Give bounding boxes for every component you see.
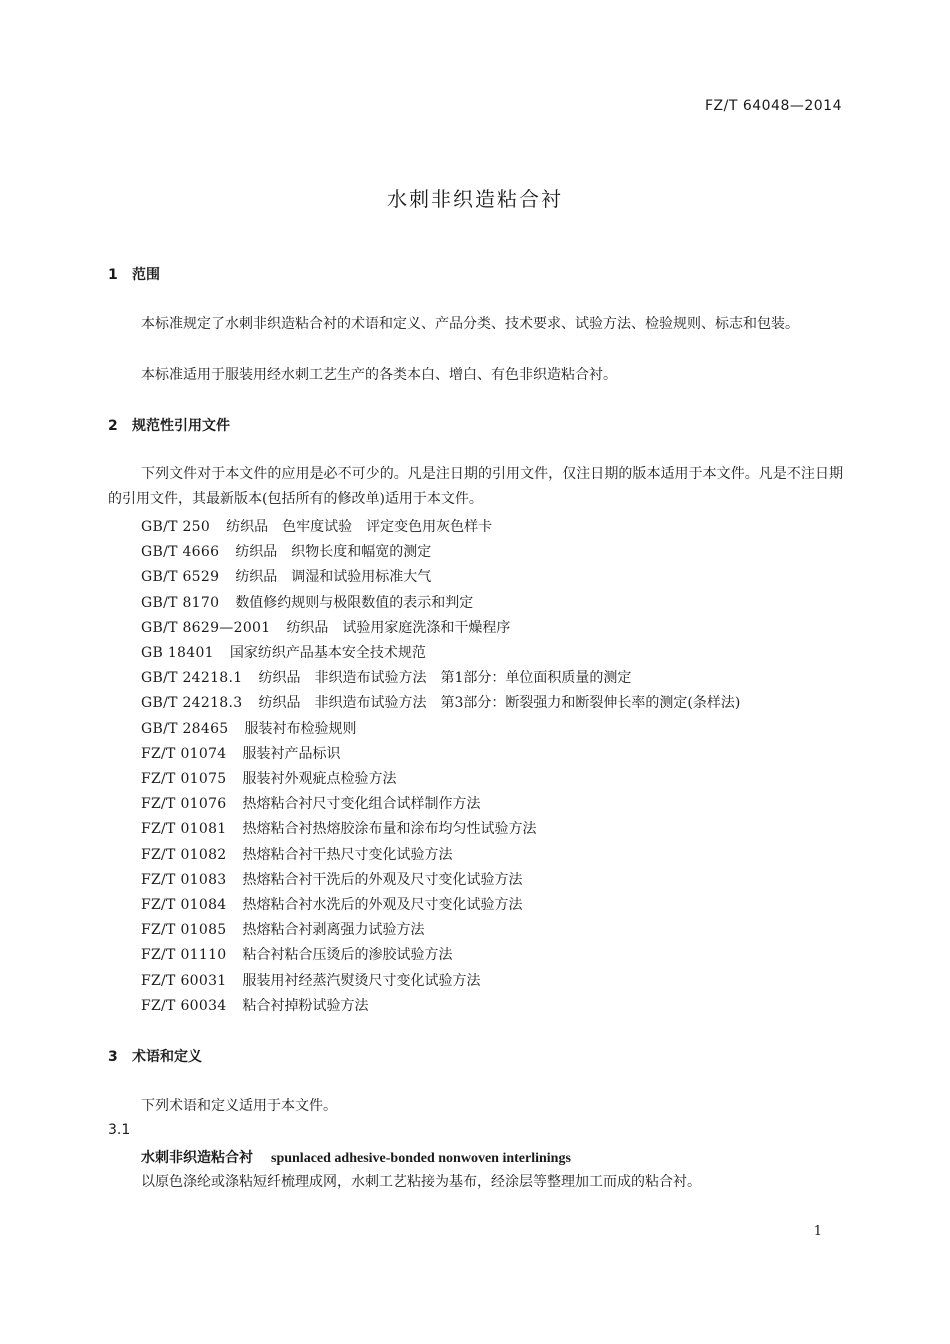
- reference-title: 热熔粘合衬干洗后的外观及尺寸变化试验方法: [242, 871, 523, 888]
- section-number: 3: [108, 1049, 118, 1065]
- reference-code: FZ/T 01076: [141, 796, 227, 813]
- term-english: spunlaced adhesive-bonded nonwoven interlinings: [271, 1151, 571, 1166]
- section-1-paragraph-1: 本标准规定了水刺非织造粘合衬的术语和定义、产品分类、技术要求、试验方法、检验规则、标志和包装。: [141, 316, 799, 332]
- reference-title: 纺织品 织物长度和幅宽的测定: [235, 544, 432, 561]
- reference-title: 纺织品 色牢度试验 评定变色用灰色样卡: [226, 519, 493, 535]
- reference-code: FZ/T 01082: [141, 846, 227, 863]
- reference-item: [141, 893, 522, 918]
- reference-item: [141, 666, 631, 691]
- section-2-paragraph-1: 下列文件对于本文件的应用是必不可少的。凡是注日期的引用文件，仅注日期的版本适用于本文件。凡是不注日期的引用文件，其最新版本(包括所有的修改单)适用于本文件。: [108, 466, 843, 507]
- clause-number: 3.1: [108, 1122, 131, 1138]
- section-title: 范围: [132, 267, 160, 283]
- reference-title: 热熔粘合衬剥离强力试验方法: [242, 922, 425, 939]
- reference-title: 服装衬产品标识: [242, 745, 341, 762]
- reference-item: [141, 767, 396, 792]
- reference-code: GB/T 8170: [141, 594, 220, 611]
- reference-item: [141, 515, 492, 540]
- standard-code: FZ/T 64048—2014: [704, 98, 842, 114]
- reference-title: 粘合衬掉粉试验方法: [242, 997, 369, 1014]
- term-definition: 以原色涤纶或涤粘短纤梳理成网，水刺工艺粘接为基布，经涂层等整理加工而成的粘合衬。: [141, 1174, 701, 1190]
- section-title: 术语和定义: [132, 1049, 202, 1065]
- reference-item: [141, 868, 522, 893]
- reference-item: [141, 565, 431, 590]
- reference-item: [141, 943, 452, 968]
- reference-item: [141, 918, 424, 943]
- reference-title: 粘合衬粘合压烫后的渗胶试验方法: [242, 947, 453, 964]
- section-3-heading: [108, 1046, 202, 1066]
- document-title: 水刺非织造粘合衬: [387, 187, 563, 211]
- reference-code: FZ/T 01084: [141, 897, 227, 913]
- reference-title: 服装用衬经蒸汽熨烫尺寸变化试验方法: [242, 972, 481, 989]
- reference-item: [141, 994, 368, 1019]
- reference-code: FZ/T 01074: [141, 745, 227, 762]
- reference-item: [141, 792, 480, 817]
- reference-item: [141, 691, 740, 716]
- reference-code: FZ/T 01083: [141, 871, 227, 888]
- reference-item: [141, 717, 357, 742]
- reference-title: 纺织品 试验用家庭洗涤和干燥程序: [286, 619, 511, 636]
- reference-title: 热熔粘合衬尺寸变化组合试样制作方法: [242, 796, 481, 813]
- reference-code: FZ/T 60034: [141, 997, 227, 1014]
- reference-title: 纺织品 非织造布试验方法 第1部分：单位面积质量的测定: [258, 670, 632, 687]
- section-1-heading: [108, 264, 160, 284]
- reference-title: 服装衬外观疵点检验方法: [242, 771, 397, 787]
- reference-code: GB 18401: [141, 645, 214, 661]
- section-2-heading: [108, 415, 230, 435]
- reference-title: 热熔粘合衬干热尺寸变化试验方法: [242, 846, 453, 863]
- reference-item: [141, 641, 426, 666]
- section-number: 1: [108, 267, 118, 283]
- reference-item: [141, 540, 431, 565]
- reference-title: 热熔粘合衬热熔胶涂布量和涂布均匀性试验方法: [242, 821, 537, 838]
- reference-code: FZ/T 60031: [141, 972, 227, 989]
- reference-item: [141, 843, 452, 868]
- reference-item: [141, 742, 340, 767]
- reference-title: 服装衬布检验规则: [244, 720, 357, 737]
- reference-code: FZ/T 01085: [141, 922, 227, 939]
- reference-item: [141, 591, 473, 616]
- reference-title: 热熔粘合衬水洗后的外观及尺寸变化试验方法: [242, 897, 523, 913]
- reference-title: 数值修约规则与极限数值的表示和判定: [235, 594, 474, 611]
- reference-code: GB/T 24218.1: [141, 670, 243, 687]
- section-number: 2: [108, 418, 118, 434]
- reference-code: FZ/T 01075: [141, 771, 227, 787]
- section-1-paragraph-2: 本标准适用于服装用经水刺工艺生产的各类本白、增白、有色非织造粘合衬。: [141, 367, 617, 383]
- section-3-paragraph-1: 下列术语和定义适用于本文件。: [141, 1098, 337, 1114]
- reference-code: GB/T 6529: [141, 569, 220, 586]
- reference-item: [141, 817, 536, 842]
- reference-item: [141, 969, 480, 994]
- reference-title: 国家纺织产品基本安全技术规范: [229, 645, 426, 661]
- reference-code: FZ/T 01081: [141, 821, 227, 838]
- term-entry: [141, 1147, 571, 1167]
- reference-title: 纺织品 非织造布试验方法 第3部分：断裂强力和断裂伸长率的测定(条样法): [258, 695, 741, 712]
- reference-item: [141, 616, 510, 641]
- reference-code: GB/T 8629—2001: [141, 619, 271, 636]
- term-chinese: 水刺非织造粘合衬: [141, 1150, 253, 1166]
- reference-code: GB/T 4666: [141, 544, 220, 561]
- reference-code: FZ/T 01110: [141, 947, 227, 964]
- reference-code: GB/T 24218.3: [141, 695, 243, 712]
- reference-code: GB/T 250: [141, 519, 211, 535]
- page-number: 1: [813, 1224, 822, 1239]
- reference-code: GB/T 28465: [141, 720, 229, 737]
- reference-title: 纺织品 调湿和试验用标准大气: [235, 569, 432, 586]
- section-title: 规范性引用文件: [132, 418, 230, 434]
